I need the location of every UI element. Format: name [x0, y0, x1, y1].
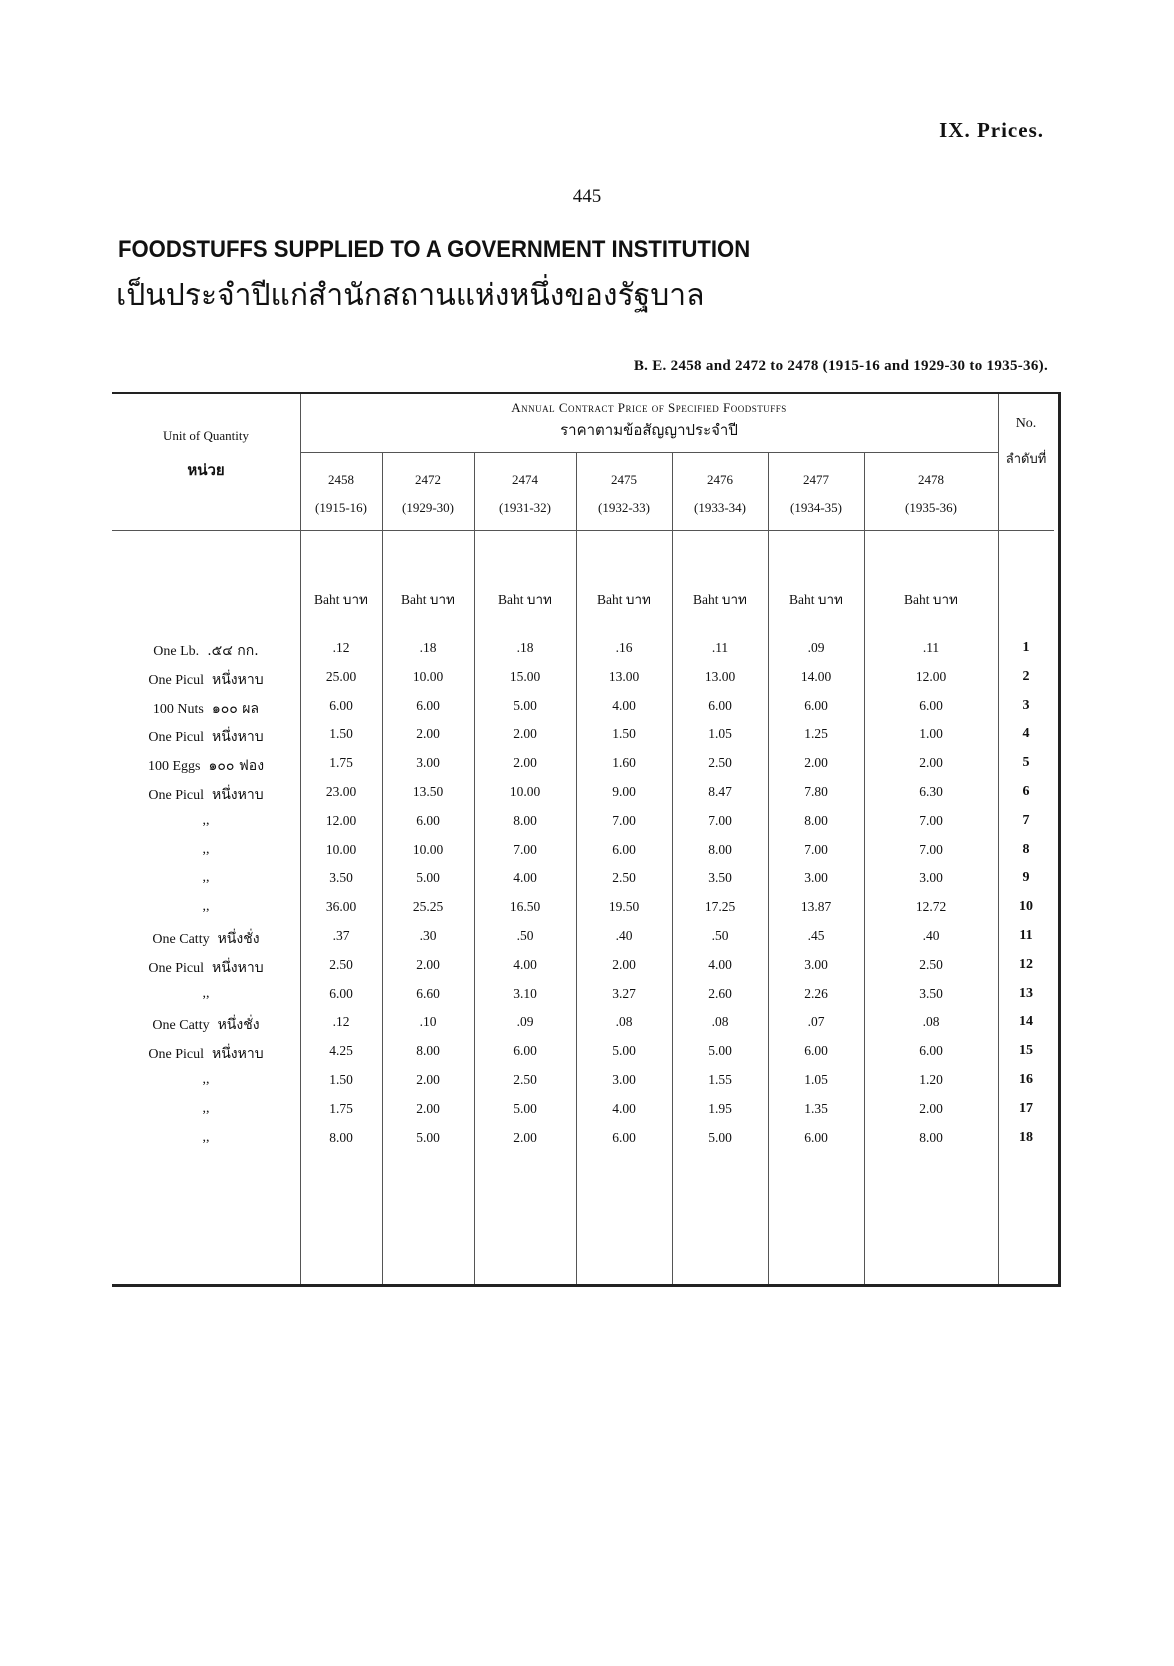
price-cell: 1.60: [612, 755, 636, 771]
col-line: [768, 452, 769, 1284]
price-cell: 2.00: [919, 1100, 943, 1116]
price-cell: 6.00: [919, 1043, 943, 1059]
row-unit: [112, 986, 300, 1002]
row-unit: [112, 957, 300, 979]
row-unit: [112, 1130, 300, 1146]
price-cell: 12.72: [915, 899, 947, 915]
price-cell: 2.00: [513, 1129, 537, 1145]
price-cell: 13.87: [800, 899, 832, 915]
row-unit-en: ,,: [202, 1100, 210, 1116]
price-cell: 2.00: [416, 726, 440, 742]
year-be: 2474: [512, 472, 538, 487]
price-cell: 7.80: [804, 784, 828, 799]
row-unit: [112, 870, 300, 886]
row-unit-th: หนึ่งหาบ: [211, 959, 264, 976]
row-unit-en: One Picul: [148, 960, 204, 976]
col-line: [998, 394, 999, 1284]
price-cell: .09: [807, 640, 825, 655]
price-cell: .50: [516, 928, 534, 943]
no-header-en: No.: [1015, 416, 1037, 431]
row-unit: [112, 640, 300, 662]
row-unit-en: ,,: [202, 870, 210, 886]
row-unit-th: .๕๔ กก.: [207, 643, 259, 659]
price-cell: 15.00: [509, 668, 541, 684]
row-number: 3: [1022, 697, 1030, 713]
price-cell: 36.00: [325, 899, 357, 915]
group-header-th: ราคาตามข้อสัญญาประจำปี: [560, 421, 738, 439]
price-cell: 2.00: [612, 956, 636, 972]
no-header-th: ลำดับที่: [1005, 452, 1047, 467]
price-cell: 2.00: [416, 956, 440, 972]
row-unit-en: ,,: [202, 841, 210, 857]
price-cell: 2.50: [612, 870, 636, 886]
row-unit-en: One Picul: [148, 788, 204, 803]
row-unit-en: ,,: [202, 812, 210, 828]
price-cell: .08: [922, 1014, 940, 1030]
price-cell: .11: [922, 640, 940, 655]
col-line: [576, 452, 577, 1284]
col-line: [382, 452, 383, 1284]
row-unit: [112, 1072, 300, 1088]
price-cell: 2.50: [513, 1072, 537, 1087]
row-unit-th: หนึ่งชั่ง: [217, 931, 260, 947]
price-cell: 4.00: [612, 697, 636, 713]
currency-label: Baht บาท: [904, 592, 958, 607]
price-cell: .45: [807, 928, 825, 943]
price-cell: 8.00: [804, 812, 828, 828]
price-cell: .50: [711, 928, 729, 943]
row-unit: [112, 1101, 300, 1117]
price-cell: 2.50: [329, 956, 353, 972]
price-cell: 2.50: [708, 755, 732, 771]
price-cell: 4.00: [513, 870, 537, 886]
row-number: 16: [1019, 1072, 1033, 1087]
currency-label: Baht บาท: [789, 592, 843, 607]
year-be: 2458: [328, 472, 354, 487]
row-unit-en: 100 Eggs: [147, 759, 201, 775]
price-cell: 1.05: [708, 726, 732, 742]
price-cell: .16: [615, 640, 633, 655]
year-be: 2475: [611, 472, 637, 487]
row-number: 10: [1019, 899, 1033, 915]
price-cell: 6.00: [513, 1043, 537, 1059]
price-cell: 6.00: [919, 697, 943, 713]
currency-label: Baht บาท: [597, 592, 651, 607]
row-number: 13: [1019, 985, 1033, 1001]
row-unit-th: หนึ่งหาบ: [211, 729, 264, 746]
row-unit-th: หนึ่งหาบ: [211, 787, 264, 803]
row-unit-en: One Lb.: [153, 644, 200, 659]
row-unit-en: One Catty: [152, 932, 210, 947]
price-cell: 7.00: [804, 841, 828, 857]
price-cell: 7.00: [708, 812, 732, 828]
price-cell: 6.00: [804, 1043, 828, 1059]
year-be: 2476: [707, 472, 733, 487]
price-cell: 1.00: [919, 726, 943, 742]
price-cell: 6.00: [329, 697, 353, 713]
col-line: [672, 452, 673, 1284]
year-ad: (1915-16): [315, 500, 367, 515]
price-cell: 1.25: [804, 726, 828, 742]
price-cell: 2.50: [919, 956, 943, 972]
price-cell: 6.60: [416, 985, 440, 1001]
price-cell: 13.50: [412, 784, 444, 799]
row-number: 11: [1019, 928, 1033, 943]
price-cell: 19.50: [608, 899, 640, 915]
title-thai: เป็นประจำปีแก่สำนักสถานแห่งหนึ่งของรัฐบาล: [116, 278, 705, 313]
price-cell: 2.00: [804, 755, 828, 771]
price-cell: 13.00: [704, 668, 736, 684]
price-cell: 3.50: [329, 870, 353, 886]
title-english: FOODSTUFFS SUPPLIED TO A GOVERNMENT INSTITUTION: [118, 236, 751, 263]
row-unit: [112, 698, 300, 720]
row-number: 18: [1019, 1129, 1033, 1145]
price-cell: 6.00: [612, 1129, 636, 1145]
currency-label: Baht บาท: [498, 592, 552, 607]
price-cell: 13.00: [608, 668, 640, 684]
row-unit-en: One Picul: [148, 672, 204, 688]
price-cell: 2.00: [513, 755, 537, 771]
row-unit-en: ,,: [202, 899, 210, 915]
price-cell: 2.00: [416, 1072, 440, 1087]
group-header-en: Annual Contract Price of Specified Foodstuffs: [511, 400, 787, 415]
year-ad: (1933-34): [694, 500, 746, 515]
price-cell: 8.00: [416, 1043, 440, 1059]
price-cell: 3.00: [804, 870, 828, 886]
price-cell: 3.00: [612, 1072, 636, 1087]
year-ad: (1934-35): [790, 500, 842, 515]
price-cell: 3.10: [513, 985, 537, 1001]
price-cell: .08: [615, 1014, 633, 1030]
price-cell: 5.00: [416, 870, 440, 886]
row-number: 9: [1022, 870, 1030, 886]
price-cell: 5.00: [513, 697, 537, 713]
year-ad: (1932-33): [598, 500, 650, 515]
price-cell: 1.20: [919, 1072, 943, 1087]
price-cell: 5.00: [708, 1129, 732, 1145]
row-unit: [112, 1043, 300, 1065]
price-cell: 12.00: [325, 812, 357, 828]
row-unit-th: หนึ่งหาบ: [211, 1046, 264, 1063]
price-cell: 1.50: [329, 1072, 353, 1087]
year-ad: (1929-30): [402, 500, 454, 515]
price-cell: 1.55: [708, 1072, 732, 1087]
currency-label: Baht บาท: [314, 592, 368, 607]
price-cell: 17.25: [704, 899, 736, 915]
currency-label: Baht บาท: [401, 592, 455, 607]
price-cell: 3.00: [919, 870, 943, 886]
price-cell: .12: [332, 1014, 350, 1030]
price-cell: 1.95: [708, 1100, 732, 1116]
price-cell: 2.26: [804, 985, 828, 1001]
price-cell: .18: [419, 640, 437, 655]
price-cell: 6.00: [416, 697, 440, 713]
price-cell: .18: [516, 640, 534, 655]
row-unit: [112, 784, 300, 806]
price-cell: .08: [711, 1014, 729, 1030]
year-be: 2472: [415, 472, 441, 487]
unit-header-th: หน่วย: [187, 461, 225, 479]
price-cell: 3.50: [708, 870, 732, 886]
price-cell: 8.47: [708, 784, 732, 799]
price-cell: 3.00: [804, 956, 828, 972]
price-cell: .09: [516, 1014, 534, 1030]
price-cell: 6.00: [804, 1129, 828, 1145]
price-cell: 12.00: [915, 668, 947, 684]
row-number: 6: [1022, 784, 1030, 799]
price-cell: .07: [807, 1014, 825, 1030]
price-cell: 4.00: [708, 956, 732, 972]
row-unit-en: 100 Nuts: [152, 701, 204, 717]
row-number: 12: [1019, 956, 1033, 972]
row-unit: [112, 669, 300, 691]
price-cell: 10.00: [412, 841, 444, 857]
col-line: [864, 452, 865, 1284]
price-cell: 7.00: [513, 841, 537, 857]
row-number: 8: [1022, 841, 1030, 857]
row-number: 5: [1022, 755, 1030, 771]
price-cell: 9.00: [612, 784, 636, 799]
price-cell: 3.27: [612, 985, 636, 1001]
row-number: 2: [1022, 668, 1030, 684]
price-cell: 6.00: [708, 697, 732, 713]
price-cell: 1.50: [612, 726, 636, 742]
price-cell: 8.00: [329, 1129, 353, 1145]
price-cell: 1.75: [329, 755, 353, 771]
price-cell: 5.00: [416, 1129, 440, 1145]
row-unit-en: One Picul: [148, 1047, 204, 1063]
price-cell: 2.00: [919, 755, 943, 771]
row-unit-en: ,,: [202, 985, 210, 1001]
year-ad: (1935-36): [905, 500, 957, 515]
row-unit: [112, 842, 300, 858]
price-cell: 8.00: [919, 1129, 943, 1145]
year-ad: (1931-32): [499, 500, 551, 515]
price-cell: 23.00: [325, 784, 357, 799]
group-header-rule: [300, 452, 998, 453]
row-number: 4: [1022, 726, 1030, 742]
price-cell: 3.50: [919, 985, 943, 1001]
price-cell: 5.00: [513, 1100, 537, 1116]
row-number: 17: [1019, 1100, 1033, 1116]
price-cell: 7.00: [919, 841, 943, 857]
price-cell: .40: [922, 928, 940, 943]
price-cell: .10: [419, 1014, 437, 1030]
price-cell: 25.00: [325, 668, 357, 684]
price-cell: 10.00: [325, 841, 357, 857]
row-unit-th: หนึ่งชั่ง: [217, 1017, 260, 1034]
col-line: [300, 394, 301, 1284]
year-be: 2478: [918, 472, 944, 487]
price-cell: 6.00: [416, 812, 440, 828]
row-number: 14: [1019, 1014, 1033, 1030]
row-unit: [112, 899, 300, 915]
price-cell: 1.05: [804, 1072, 828, 1087]
price-cell: 10.00: [509, 784, 541, 799]
price-cell: 5.00: [612, 1043, 636, 1059]
row-number: 1: [1022, 640, 1030, 655]
row-unit-th: หนึ่งหาบ: [211, 671, 264, 688]
row-number: 15: [1019, 1043, 1033, 1059]
price-cell: 10.00: [412, 668, 444, 684]
price-cell: 3.00: [416, 755, 440, 771]
price-cell: 6.00: [804, 697, 828, 713]
price-cell: 4.00: [513, 956, 537, 972]
price-cell: 4.00: [612, 1100, 636, 1116]
price-cell: 25.25: [412, 899, 444, 915]
price-cell: 2.00: [416, 1100, 440, 1116]
price-cell: 7.00: [919, 812, 943, 828]
price-cell: 1.75: [329, 1100, 353, 1116]
price-cell: 2.00: [513, 726, 537, 742]
price-cell: .40: [615, 928, 633, 943]
row-unit-en: ,,: [202, 1129, 210, 1145]
unit-header-en: Unit of Quantity: [163, 428, 249, 443]
year-be: 2477: [803, 472, 829, 487]
price-cell: .11: [711, 640, 729, 655]
row-unit-th: ๑๐๐ ฟอง: [208, 758, 265, 775]
row-number: 7: [1022, 812, 1030, 828]
row-unit: [112, 755, 300, 777]
price-table: [112, 392, 1061, 1287]
row-unit-en: One Picul: [148, 730, 204, 746]
page-number: 445: [572, 186, 602, 207]
section-heading: IX. Prices.: [939, 118, 1044, 142]
price-cell: 5.00: [708, 1043, 732, 1059]
table-subtitle: B. E. 2458 and 2472 to 2478 (1915-16 and 1929-30 to 1935-36).: [633, 358, 1048, 374]
price-cell: 6.00: [612, 841, 636, 857]
price-cell: .30: [419, 928, 437, 943]
row-unit-th: ๑๐๐ ผล: [211, 700, 260, 717]
price-cell: 8.00: [708, 841, 732, 857]
row-unit: [112, 726, 300, 748]
price-cell: 6.00: [329, 985, 353, 1001]
row-unit: [112, 1014, 300, 1036]
row-unit: [112, 928, 300, 950]
currency-label: Baht บาท: [693, 592, 747, 607]
price-cell: .12: [332, 640, 350, 655]
price-cell: 6.30: [919, 784, 943, 799]
header-bottom-rule: [112, 530, 1054, 531]
price-cell: 7.00: [612, 812, 636, 828]
row-unit-en: ,,: [202, 1072, 210, 1087]
price-cell: 8.00: [513, 812, 537, 828]
price-cell: 16.50: [509, 899, 541, 915]
price-cell: 1.50: [329, 726, 353, 742]
col-line: [474, 452, 475, 1284]
price-cell: 4.25: [329, 1043, 353, 1059]
row-unit: [112, 813, 300, 829]
row-unit-en: One Catty: [152, 1018, 210, 1034]
price-cell: .37: [332, 928, 350, 943]
price-cell: 1.35: [804, 1100, 828, 1116]
price-cell: 2.60: [708, 985, 732, 1001]
price-cell: 14.00: [800, 668, 832, 684]
